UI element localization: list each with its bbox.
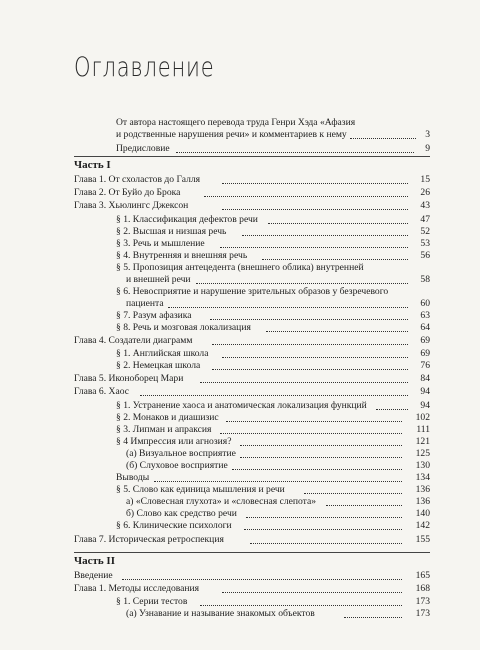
dot-leader [220, 433, 402, 434]
dot-leader [200, 605, 402, 606]
toc-entry-text: § 1. Устранение хаоса и анатомическая локализация функций [116, 400, 367, 411]
dot-leader [196, 283, 408, 284]
dot-leader [240, 445, 402, 446]
dot-leader [222, 592, 402, 593]
toc-entry-text: а) «Словесная глухота» и «словесная слепота» [126, 496, 317, 507]
toc-page-number: 168 [415, 583, 430, 594]
toc-page-number: 15 [420, 174, 430, 185]
toc-page-number: 134 [415, 472, 430, 483]
toc-entry-text: Глава 1. Методы исследования [74, 583, 200, 594]
toc-page-number: 84 [420, 373, 430, 384]
toc-page-number: 9 [425, 143, 430, 154]
toc-entry-text: § 2. Немецкая школа [116, 360, 201, 371]
toc-entry-text: § 6. Клинические психологи [116, 520, 232, 531]
toc-entry-text: (б) Слуховое восприятие [126, 460, 228, 471]
toc-page-number: 121 [415, 436, 430, 447]
dot-leader [200, 382, 408, 383]
toc-entry-text: § 4 Импрессия или агнозия? [116, 436, 232, 447]
toc-entry-text: Глава 4. Создатели диаграмм [74, 335, 193, 346]
toc-page-number: 173 [415, 596, 430, 607]
dot-leader [262, 259, 408, 260]
toc-page-number: 47 [420, 214, 430, 225]
toc-entry-text: § 4. Внутренняя и внешняя речь [116, 250, 248, 261]
toc-entry-text: пациента [126, 298, 164, 309]
dot-leader [226, 421, 402, 422]
toc-entry-text: Глава 3. Хьюлингс Джексон [74, 200, 189, 211]
dot-leader [232, 469, 402, 470]
toc-page-number: 69 [420, 335, 430, 346]
dot-leader [222, 357, 408, 358]
toc-entry-text: б) Слово как средство речи [126, 508, 237, 519]
toc-entry-text: § 5. Слово как единица мышления и речи [116, 484, 285, 495]
dot-leader [210, 319, 408, 320]
dot-leader [140, 395, 408, 396]
toc-entry-text: § 1. Классификация дефектов речи [116, 214, 258, 225]
toc-page-number: 64 [420, 322, 430, 333]
dot-leader [212, 344, 408, 345]
toc-entry-text: Глава 5. Иконоборец Мари [74, 373, 184, 384]
toc-entry-text: § 8. Речь и мозговая локализация [116, 322, 251, 333]
dot-leader [122, 579, 402, 580]
dot-leader [222, 209, 408, 210]
part-divider [74, 552, 430, 553]
dot-leader [266, 331, 408, 332]
toc-entry-text: § 2. Высшая и низшая речь [116, 226, 227, 237]
toc-entry-text: § 7. Разум афазика [116, 310, 192, 321]
toc-page-number: 60 [420, 298, 430, 309]
toc-page-number: 76 [420, 360, 430, 371]
toc-entry-text: От автора настоящего перевода труда Генри Хэда «Афазия [116, 117, 356, 128]
page-title: Оглавление [74, 52, 215, 83]
toc-entry-text: § 6. Невосприятие и нарушение зрительных образов у безречевого [116, 286, 389, 297]
dot-leader [220, 247, 408, 248]
toc-page-number: 165 [415, 570, 430, 581]
toc-page-number: 136 [415, 496, 430, 507]
toc-page-number: 142 [415, 520, 430, 531]
toc-page-number: 94 [420, 400, 430, 411]
toc-entry-text: (а) Узнавание и называние знакомых объектов [126, 608, 315, 619]
toc-page-number: 102 [415, 412, 430, 423]
dot-leader [176, 152, 414, 153]
dot-leader [154, 481, 402, 482]
toc-entry-text: § 2. Монаков и диашизис [116, 412, 219, 423]
dot-leader [242, 235, 408, 236]
dot-leader [246, 517, 402, 518]
dot-leader [244, 529, 402, 530]
dot-leader [268, 223, 408, 224]
toc-page-number: 130 [415, 460, 430, 471]
toc-entry-text: § 1. Английская школа [116, 348, 209, 359]
toc-entry-text: и внешней речи [126, 274, 191, 285]
part-heading: Часть II [74, 555, 115, 567]
dot-leader [240, 457, 402, 458]
toc-entry-text: Глава 1. От схоластов до Галля [74, 174, 201, 185]
part-divider [74, 156, 430, 157]
toc-page-number: 173 [415, 608, 430, 619]
toc-entry-text: (а) Визуальное восприятие [126, 448, 236, 459]
toc-page-number: 125 [415, 448, 430, 459]
toc-page-number: 111 [416, 424, 430, 435]
toc-entry-text: Введение [74, 570, 113, 581]
toc-entry-text: и родственные нарушения речи» и комментариев к нему [116, 129, 347, 140]
toc-page-number: 69 [420, 348, 430, 359]
toc-page-number: 63 [420, 310, 430, 321]
toc-page-number: 52 [420, 226, 430, 237]
toc-page-number: 136 [415, 484, 430, 495]
toc-entry-text: Глава 7. Историческая ретроспекция [74, 534, 224, 545]
toc-entry-text: § 1. Серии тестов [116, 596, 188, 607]
dot-leader [204, 196, 408, 197]
toc-entry-text: § 3. Речь и мышление [116, 238, 205, 249]
toc-page-number: 26 [420, 187, 430, 198]
dot-leader [304, 493, 402, 494]
toc-page-number: 94 [420, 386, 430, 397]
dot-leader [168, 307, 408, 308]
toc-page-number: 58 [420, 274, 430, 285]
toc-entry-text: § 5. Пропозиция антецедента (внешнего облика) внутренней [116, 262, 364, 273]
part-heading: Часть I [74, 159, 111, 171]
dot-leader [344, 617, 402, 618]
dot-leader [212, 369, 408, 370]
toc-entry-text: Глава 6. Хаос [74, 386, 130, 397]
toc-page-number: 155 [415, 534, 430, 545]
toc-entry-text: Предисловие [116, 143, 170, 154]
toc-entry-text: § 3. Липман и апраксия [116, 424, 212, 435]
toc-entry-text: Выводы [116, 472, 150, 483]
dot-leader [326, 505, 402, 506]
dot-leader [250, 543, 402, 544]
toc-page-number: 140 [415, 508, 430, 519]
toc-entry-text: Глава 2. От Буйо до Брока [74, 187, 181, 198]
toc-page-number: 53 [420, 238, 430, 249]
toc-page-number: 43 [420, 200, 430, 211]
toc-page-number: 3 [425, 129, 430, 140]
toc-page-number: 56 [420, 250, 430, 261]
dot-leader [222, 183, 408, 184]
